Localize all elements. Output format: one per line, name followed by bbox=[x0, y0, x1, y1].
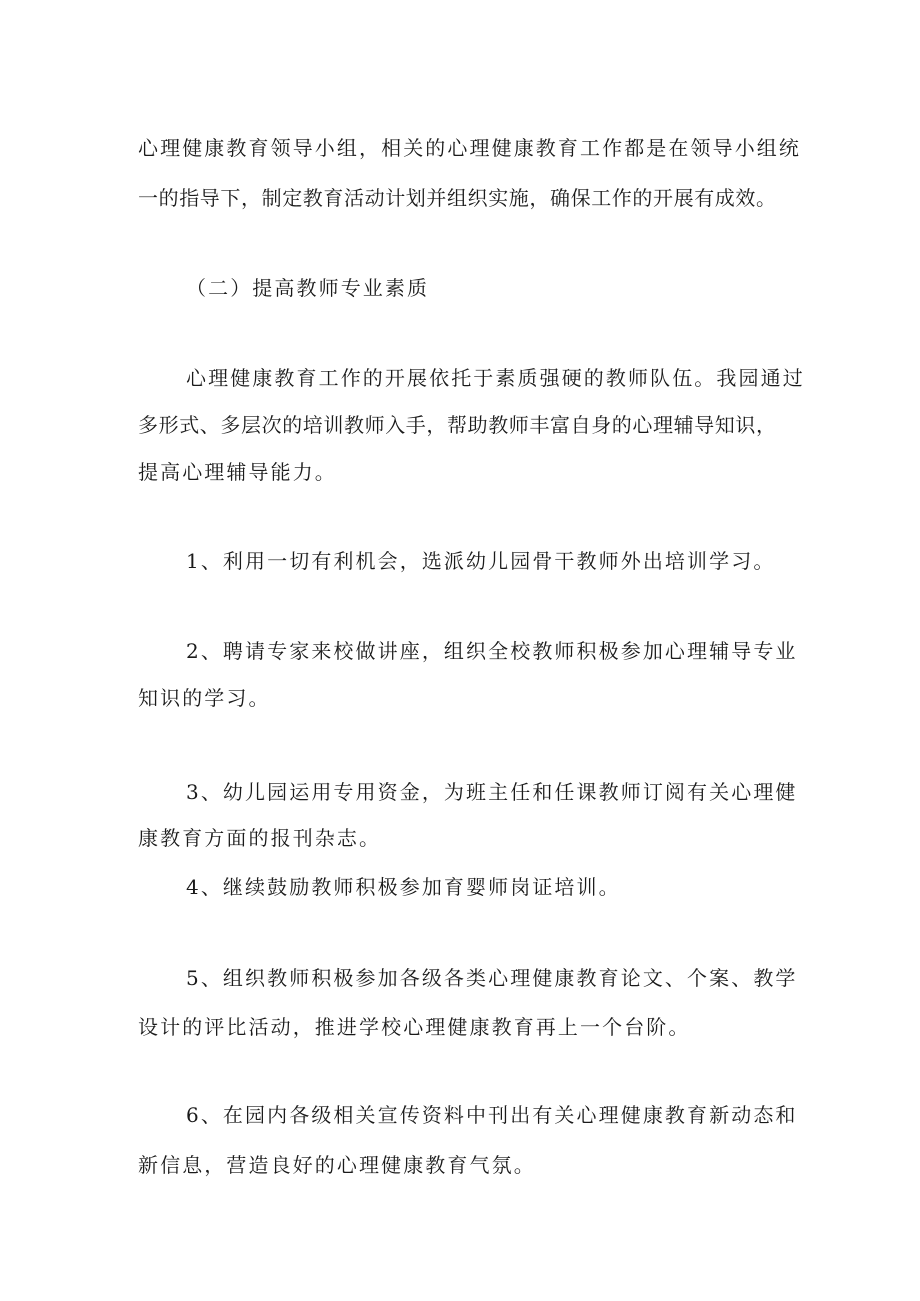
list-item: 4、继续鼓励教师积极参加育婴师岗证培训。 bbox=[186, 875, 621, 899]
list-item: 6、在园内各级相关宣传资料中刊出有关心理健康教育新动态和 bbox=[186, 1103, 798, 1127]
list-item-continuation: 知识的学习。 bbox=[138, 686, 271, 710]
paragraph-line: 多形式、多层次的培训教师入手，帮助教师丰富自身的心理辅导知识， bbox=[138, 413, 777, 437]
paragraph-line: 心理健康教育工作的开展依托于素质强硬的教师队伍。我园通过 bbox=[186, 366, 805, 390]
list-item-continuation: 新信息，营造良好的心理健康教育气氛。 bbox=[138, 1153, 536, 1177]
list-item-continuation: 康教育方面的报刊杂志。 bbox=[138, 826, 382, 850]
list-item: 1、利用一切有利机会，选派幼儿园骨干教师外出培训学习。 bbox=[186, 549, 776, 573]
paragraph-line: 提高心理辅导能力。 bbox=[138, 460, 337, 484]
section-heading: （二）提高教师专业素质 bbox=[186, 276, 430, 300]
list-item: 5、组织教师积极参加各级各类心理健康教育论文、个案、教学 bbox=[186, 966, 798, 990]
paragraph-line: 心理健康教育领导小组，相关的心理健康教育工作都是在领导小组统 bbox=[138, 136, 801, 160]
list-item: 2、聘请专家来校做讲座，组织全校教师积极参加心理辅导专业 bbox=[186, 639, 798, 663]
list-item-continuation: 设计的评比活动，推进学校心理健康教育再上一个台阶。 bbox=[138, 1015, 691, 1039]
list-item: 3、幼儿园运用专用资金，为班主任和任课教师订阅有关心理健 bbox=[186, 780, 798, 804]
paragraph-line: 一的指导下，制定教育活动计划并组织实施，确保工作的开展有成效。 bbox=[138, 186, 777, 210]
